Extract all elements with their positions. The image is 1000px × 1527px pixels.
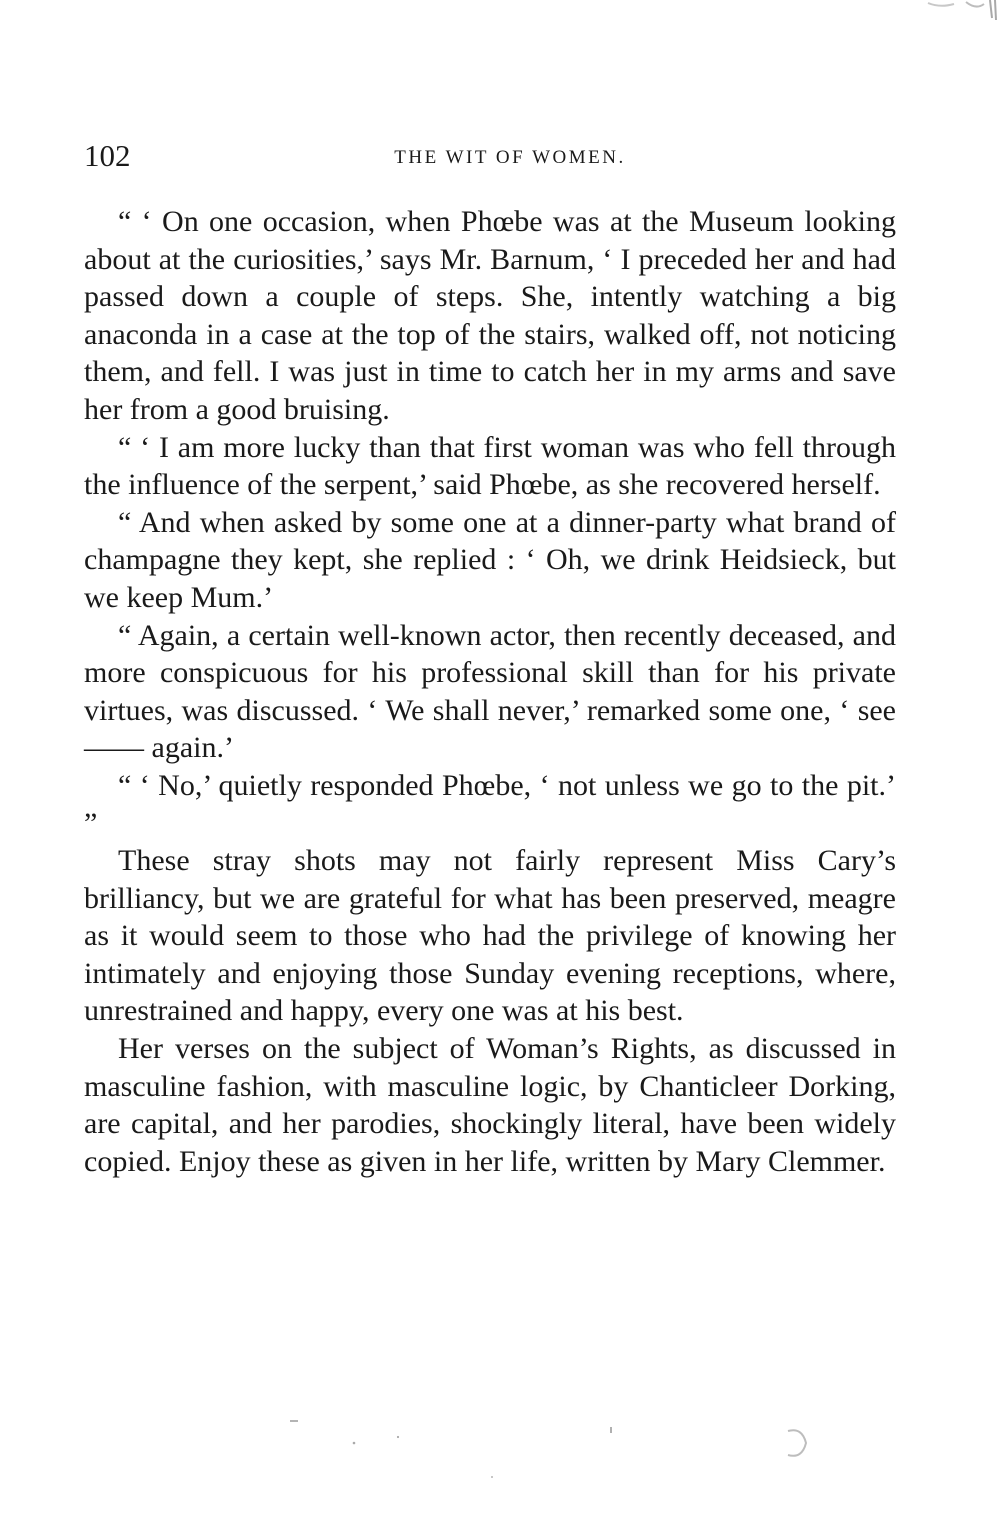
running-title: THE WIT OF WOMEN. (394, 147, 626, 168)
running-head (84, 138, 896, 178)
scan-specks-bottom (280, 1415, 840, 1490)
body-text (84, 203, 896, 1180)
paragraph: These stray shots may not fairly represent Miss Cary’s brilliancy, but we are grateful for what has been preserved, meagre as it would seem to those who had the privilege of knowing her intimately and enjoying those Sunday evening receptions, where, unrestrained and happy, every one was at his best. (84, 844, 896, 1028)
paragraph: “ ‘ No,’ quietly responded Phœbe, ‘ not unless we go to the pit.’ ” (84, 768, 896, 840)
paragraph: “ And when asked by some one at a dinner-party what brand of champagne they kept, she replied : ‘ Oh, we drink Heidsieck, but we keep Mum.’ (84, 505, 896, 614)
page-number: 102 (84, 138, 131, 173)
scan-smudge-top-right (920, 0, 1000, 22)
paragraph: “ ‘ I am more lucky than that first woman was who fell through the influence of the serpent,’ said Phœbe, as she recovered herself. (84, 430, 896, 502)
paragraph: “ Again, a certain well-known actor, then recently deceased, and more conspicuous for his professional skill than for his private virtues, was discussed. ‘ We shall never,’ remarked some one, ‘ see —— again.’ (84, 618, 896, 765)
paragraph: Her verses on the subject of Woman’s Rights, as discussed in masculine fashion, with masculine logic, by Chanticleer Dorking, are capital, and her parodies, shockingly literal, have been widely copied. Enjoy these as given in her life, written by Mary Clemmer. (84, 1032, 896, 1178)
paragraph: “ ‘ On one occasion, when Phœbe was at the Museum looking about at the curiosities,’ says Mr. Barnum, ‘ I preceded her and had passed down a couple of steps. She, intently watching a big anaconda in a case at the top of the stairs, walked off, not noticing them, and fell. I was just in time to catch her in my arms and save her from a good bruising. (84, 205, 896, 426)
